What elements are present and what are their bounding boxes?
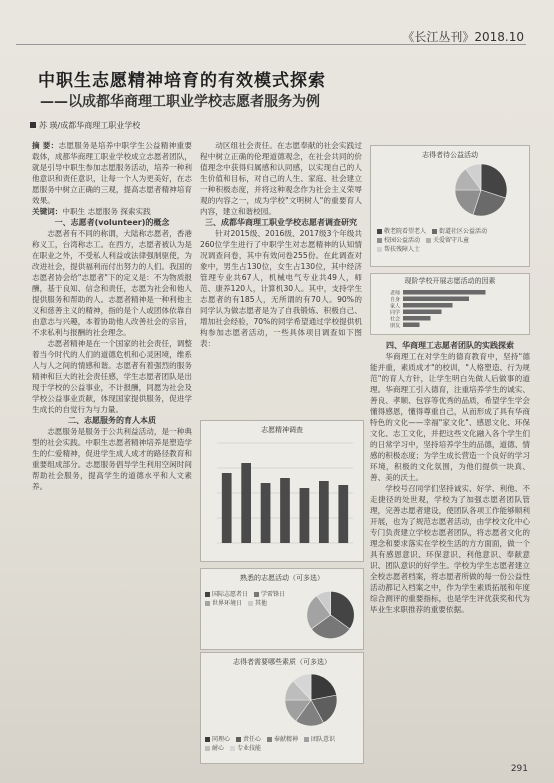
pie-chart	[201, 671, 361, 729]
article-title: 中职生志愿精神培育的有效模式探索	[38, 71, 326, 91]
legend-entry: 其他	[248, 598, 267, 607]
column-1	[32, 140, 192, 492]
keywords: 关键词：中职生 志愿服务 探索实践	[32, 207, 151, 216]
legend-swatch	[205, 746, 210, 751]
chart-body	[201, 587, 363, 643]
legend-entry: 同理心	[205, 734, 230, 743]
bar	[319, 481, 329, 543]
figure-pie-known	[200, 568, 364, 650]
legend-swatch	[377, 229, 382, 234]
section-3-heading: 三、成都华商理工职业学校志愿者调查研究	[205, 218, 357, 227]
bar	[261, 483, 271, 543]
bar	[241, 463, 251, 543]
legend-swatch	[304, 737, 309, 742]
header-rule	[16, 44, 526, 45]
legend-swatch	[426, 238, 431, 243]
tick-label: 朋友	[389, 323, 400, 329]
chart-legend	[371, 224, 529, 255]
legend-swatch	[267, 737, 272, 742]
legend-entry: 专业技能	[230, 743, 261, 752]
abstract: 摘 要：志愿服务是培养中职学生公益精神重要载体，成都华商理工职业学校成立志愿者团队，就是引导中职生参加志愿服务活动，培养一种利他意识和责任意识，让每一个人为更美好，在志愿服务中树立正确的三观，提高志愿者精神培育效果。	[32, 141, 192, 205]
legend-entry: 世界环境日	[205, 598, 242, 607]
paragraph: 学校号召同学们坚持诚实、好学、利他、不走捷径的处世观，学校为了加强志愿者团队管理，完善志愿者建设，使团队各项工作能够顺利开展，也为了规范志愿者活动，由学校文化中心专门负责建立学校志愿者团队，将志愿者文化的理念和要求落实在学校生活的方方面面，做一个具有感恩意识、环保意识、利他意识、奉献意识、团队意识的好学生。学校为学生志愿者建立全校志愿者档案，将志愿者所做的每一份公益性活动都记入档案之中，作为学生素质拓展和年度综合测评的重要指标，也是学生评优获奖和代为毕业生求职推荐的重要依据。	[370, 484, 530, 614]
figure-title: 志愿精神调查	[261, 426, 303, 434]
pie-chart	[371, 160, 527, 220]
author-bullet-icon	[30, 122, 36, 128]
paragraph: 志愿服务是服务于公共利益活动，是一种典型的社会实践。中职生志愿者精神培养是塑造学生的仁爱精神，促进学生成人成才的路径教育和重要组成部分。志愿服务倡导学生利用空闲时间帮助社会服务，提高学生的道德水平和人文素养。	[32, 427, 192, 491]
paragraph: 针对2015级、2016级、2017级3个年级共260位学生进行了中职学生对志愿精神的认知情况调查问卷，其中有效问卷255份。在此调查对象中，男生占130位，女生占130位，其中经济管理专业共67人，机械电气专业共49人，师范、康养120人，计算机30人。其中，支持学生志愿者的有185人，无所谓的有70人。90%的同学认为做志愿者是为了自我锻炼、积极自己、增加社会经验，70%的同学希望通过学校提供机构参加志愿者活动，一些具体项目调查如下图表：	[200, 229, 362, 348]
article-subtitle: ——以成都华商理工职业学校志愿者服务为例	[40, 94, 320, 110]
bar	[300, 488, 310, 543]
legend-swatch	[230, 746, 235, 751]
column-3	[370, 340, 530, 760]
figure-title: 熟悉的志愿活动（可多选）	[240, 574, 324, 582]
journal-header: 《长江丛刊》2018.10	[402, 30, 524, 44]
legend-entry: 敬老院看望老人	[377, 226, 426, 235]
paragraph: 华商理工在对学生的德育教育中，坚持"德能并重，素质成才"的校训，"人格塑造、行为规范"的育人方针，让学生明白先做人后做事的道理。华商理工引入德育，注重培养学生的诚实、善良、孝顺、包容等优秀的品质，希望学生学会懂得感恩，懂得尊重自己，从而形成了具有华商特色的文化——幸福"家文化"、感恩文化、环保文化、志工文化，并把这些文化融入各个学生们的日常学习中，坚持培养学生的品德，道德、情感的积极态度；为学生成长营造一个良好的学习环境，积极的文化氛围，为他们提供一块真、善、美的沃土。	[370, 352, 530, 482]
bar	[403, 316, 431, 321]
bar	[403, 323, 420, 328]
bar	[403, 297, 469, 302]
section-1-heading: 一、志愿者(volunteer)的概念	[54, 218, 170, 227]
legend-entry: 帮扶残障人士	[377, 244, 420, 253]
chart-legend	[201, 733, 363, 753]
section-2-heading: 二、志愿服务的育人本质	[68, 416, 156, 425]
bar	[403, 303, 453, 308]
tick-label: 家人	[389, 303, 400, 310]
legend-swatch	[205, 737, 210, 742]
figure-pie-activities	[370, 145, 530, 267]
tick-label: 社会	[389, 316, 400, 323]
bar	[222, 473, 232, 543]
legend-entry: 耐心	[205, 743, 224, 752]
section-4-heading: 四、华商理工志愿者团队的实践探索	[386, 341, 514, 350]
pie-chart	[298, 587, 363, 643]
author-line: 苏 瑛/成都华商理工职业学校	[30, 120, 140, 131]
bar-chart	[201, 435, 361, 553]
bar	[403, 310, 442, 315]
bar-chart	[371, 288, 527, 330]
legend-entry: 奉献精神	[267, 734, 298, 743]
legend-swatch	[377, 238, 382, 243]
legend-swatch	[377, 247, 382, 252]
paragraph: 志愿者有不同的称谓，大陆称志愿者，香港称义工，台湾称志工。在西方，志愿者被认为是在职业之外，不受私人利益或法律强制驱使，为改进社会，提供福利而付出努力的人们。我国的志愿者协会给"志愿者"下的定义是：不为物质报酬，基于良知、信念和责任，志愿为社会和他人提供服务和帮助的人。志愿者精神是一种利他主义和慈善主义的精神，指的是个人或团体依靠自由意志与兴趣，本着协助他人改善社会的宗旨，不求私利与报酬的社会理念。	[32, 229, 192, 337]
column-2	[200, 140, 362, 415]
legend-swatch	[432, 229, 437, 234]
figure-pie-qualities	[200, 652, 364, 764]
legend-entry: 学雷锋日	[254, 589, 285, 598]
figure-bar-survey	[200, 420, 364, 562]
tick-label: 老师	[389, 290, 400, 297]
legend-entry: 关爱留守儿童	[426, 235, 469, 244]
legend-swatch	[254, 592, 259, 597]
paragraph: 动区组社会责任。在志愿奉献的社会实践过程中树立正确的伦理道德观念，在社会共同的价值理念中获得归属感和认同感，以实现自己的人生价值和目标，对自己的人生、家庭、社会建立一种积极态度，并将这种观念作为社会主义荣辱观的内容之一，成为学校"文明树人"的重要育人内容，建立和谐校园。	[200, 141, 362, 216]
bar	[338, 485, 348, 543]
figure-title: 志得者需要哪些素质（可多选）	[233, 658, 331, 666]
legend-entry: 团队意识	[304, 734, 335, 743]
figure-title: 现阶学校开展志愿活动的因素	[404, 277, 496, 285]
paragraph: 志愿者精神是在一个国家的社会责任，调整着当今时代的人们的道德危机和心灵困境，维系人与人之间的情感和谐。志愿者有着强烈的服务精神和巨大的社会责任感，学生志愿者团队是出现于学校的公益事业，不计报酬，同愿为社会及学校公益事业贡献，体现国家提供服务，促进学生成长的自觉行为与力量。	[32, 339, 192, 414]
legend-entry: 校园公益活动	[377, 235, 420, 244]
legend-swatch	[205, 592, 210, 597]
legend-swatch	[205, 601, 210, 606]
figure-bar-factors	[370, 273, 530, 335]
bar	[280, 478, 290, 543]
bar	[403, 290, 486, 295]
chart-legend	[201, 587, 298, 643]
legend-entry: 责任心	[236, 734, 261, 743]
legend-swatch	[248, 601, 253, 606]
figure-title: 志得者待公益活动	[422, 151, 478, 159]
legend-entry: 街道社区公益活动	[432, 226, 487, 235]
legend-swatch	[236, 737, 241, 742]
page-number: 291	[510, 764, 528, 774]
tick-label: 同学	[389, 310, 400, 316]
legend-entry: 国际志愿者日	[205, 589, 248, 598]
tick-label: 自身	[389, 297, 400, 303]
